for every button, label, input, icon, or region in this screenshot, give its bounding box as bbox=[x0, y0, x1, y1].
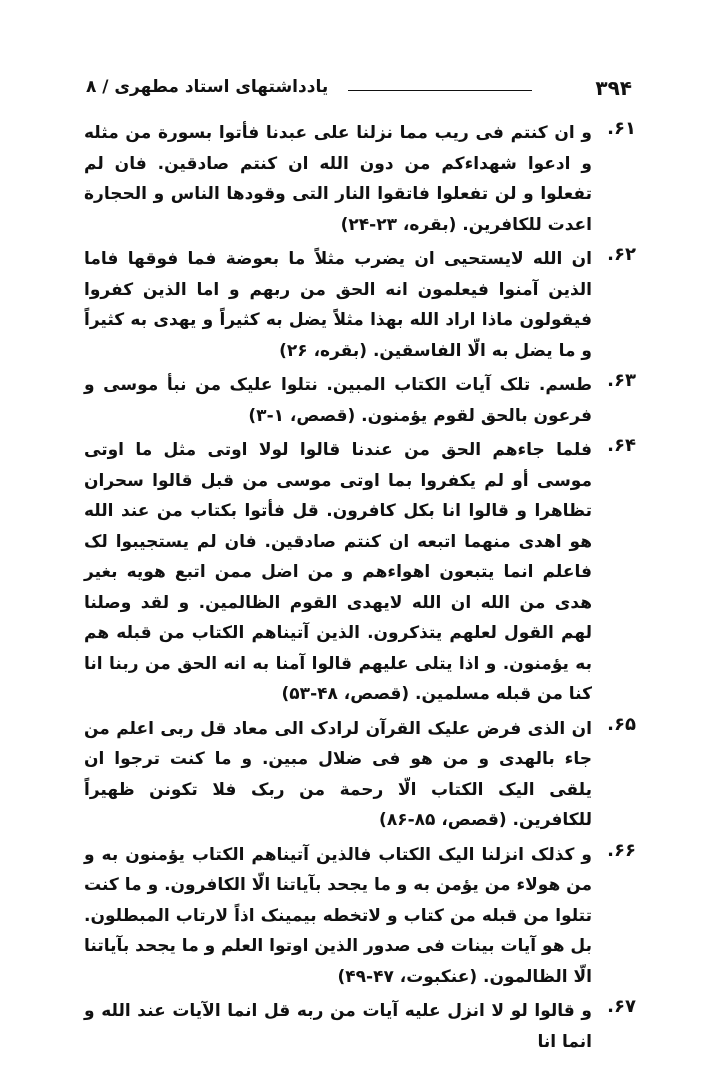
verse-entry-61 bbox=[84, 118, 636, 240]
verse-entry-62 bbox=[84, 244, 636, 366]
entry-text: ان الله لایستحیی ان یضرب مثلاً ما بعوضة فما فوقها فاما الذین آمنوا فیعلمون انه الحق من ربهم و اما الذین کفروا فیقولون ماذا اراد الله بهذا مثلاً یضل به کثیراً و یهدی به کثیراً و ما یضل به الّا الفاسقین. (بقره، ۲۶) bbox=[84, 249, 592, 361]
entry-number: ۶۴. bbox=[607, 435, 636, 456]
entry-text: و قالوا لو لا انزل علیه آیات من ربه قل انما الآیات عند الله و انما انا bbox=[84, 1001, 592, 1052]
entry-number: ۶۱. bbox=[607, 118, 636, 139]
verse-entry-67 bbox=[84, 996, 636, 1057]
entry-number: ۶۲. bbox=[607, 244, 636, 265]
entry-text: طسم. تلک آیات الکتاب المبین. نتلوا علیک من نبأ موسی و فرعون بالحق لقوم یؤمنون. (قصص، ۱-۳) bbox=[84, 375, 592, 426]
entry-number: ۶۵. bbox=[607, 713, 636, 735]
entry-number: ۶۷. bbox=[607, 996, 636, 1017]
entry-number: ۶۶. bbox=[607, 839, 636, 861]
header-rule bbox=[348, 90, 532, 91]
page-number: ۳۹۴ bbox=[595, 76, 632, 100]
running-title: یادداشتهای استاد مطهری / ۸ bbox=[86, 77, 329, 97]
page-header bbox=[86, 76, 632, 106]
entry-text: و کذلک انزلنا الیک الکتاب فالذین آتیناهم الکتاب یؤمنون به و من هولاء من یؤمن به و ما یجحد بآیاتنا الّا الکافرون. و ما کنت تتلوا من قبله من کتاب و لاتخطه بیمینک اذاً لارتاب المبطلون. بل هو آیات بینات فی صدور الذین اوتوا العلم و ما یجحد بآیاتنا الّا الظالمون. (عنکبوت، ۴۷-۴۹) bbox=[84, 844, 592, 987]
verse-entry-64 bbox=[84, 435, 636, 710]
entry-text: ان الذی فرض علیک القرآن لرادک الی معاد قل ربی اعلم من جاء بالهدی و من هو فی ضلال مبین. و ما کنت ترجوا ان یلقی الیک الکتاب الّا رحمة من ربک فلا تکونن ظهیراً للکافرین. (قصص، ۸۵-۸۶) bbox=[84, 718, 592, 830]
verse-entry-66 bbox=[84, 840, 636, 993]
verse-entry-65 bbox=[84, 714, 636, 836]
entry-number: ۶۳. bbox=[607, 370, 636, 391]
entry-text: و ان کنتم فی ریب مما نزلنا علی عبدنا فأتوا بسورة من مثله و ادعوا شهداءکم من دون الله ان کنتم صادقین. فان لم تفعلوا و لن تفعلوا فاتقوا النار التی وقودها الناس و الحجارة اعدت للکافرین. (بقره، ۲۳-۲۴) bbox=[84, 123, 592, 235]
verse-entry-63 bbox=[84, 370, 636, 431]
entry-text: فلما جاءهم الحق من عندنا قالوا لولا اوتی مثل ما اوتی موسی أو لم یکفروا بما اوتی موسی من قبل قالوا سحران تظاهرا و قالوا انا بکل کافرون. قل فأتوا بکتاب من عند الله هو اهدی منهما اتبعه ان کنتم صادقین. فان لم یستجیبوا لک فاعلم انما یتبعون اهواءهم و من اضل ممن اتبع هویه بغیر هدی من الله ان الله لایهدی القوم الظالمین. و لقد وصلنا لهم القول لعلهم یتذکرون. الذین آتیناهم الکتاب من قبله هم به یؤمنون. و اذا یتلی علیهم قالوا آمنا به انه الحق من ربنا انا کنا من قبله مسلمین. (قصص، ۴۸-۵۳) bbox=[84, 440, 592, 704]
verse-list bbox=[84, 118, 636, 1061]
